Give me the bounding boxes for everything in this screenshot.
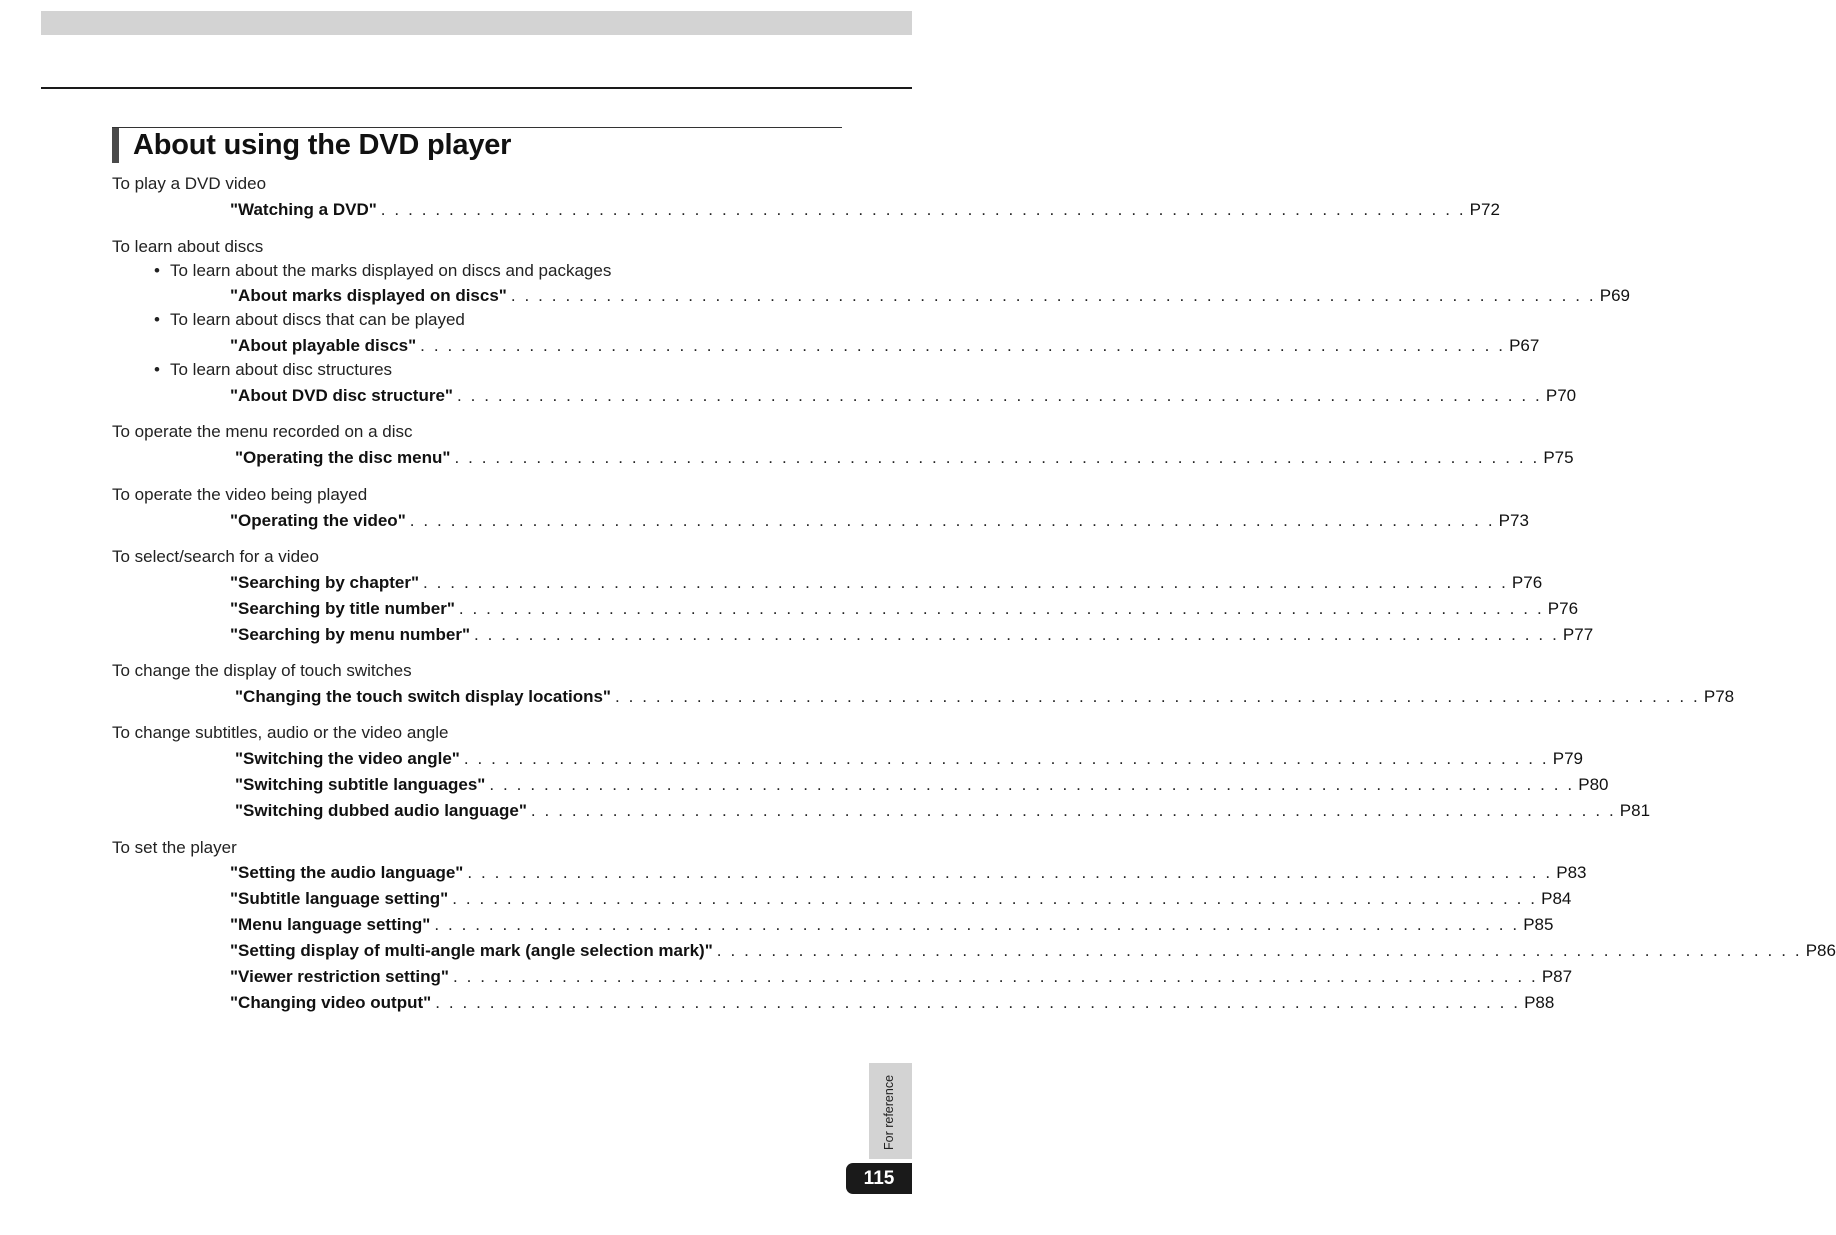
entry-page-ref: P77 [1562, 625, 1594, 644]
entry-title: "Searching by title number" [230, 599, 455, 618]
entry-title: "About playable discs" [230, 336, 417, 355]
entry-page-ref: P88 [1524, 993, 1555, 1012]
entry-page-ref: P80 [1578, 775, 1609, 794]
entry-page-ref: P67 [1509, 336, 1540, 355]
toc-entry[interactable] [230, 914, 1554, 936]
entry-title: "Operating the video" [230, 511, 406, 530]
bullet-icon: • [154, 310, 160, 329]
entry-page-ref: P86 [1805, 941, 1836, 960]
topic-text: To learn about discs that can be played [170, 310, 465, 329]
entry-page-ref: P78 [1703, 687, 1735, 706]
toc-entry[interactable] [230, 992, 1555, 1014]
section-heading: To change the display of touch switches [112, 661, 412, 680]
entry-title: "About DVD disc structure" [230, 386, 453, 405]
toc-entry[interactable] [230, 385, 1577, 407]
entry-title: "Operating the disc menu" [235, 448, 451, 467]
entry-title: "Watching a DVD" [230, 200, 377, 219]
dot-leader: . . . . . . . . . . . . . . . . . . . . . . . . . . . . . . . . . . . . . . . . . . . . . . . . . . . . . . . . . . . . . . . . . . . . . . . . . . . . . . . . [614, 687, 1700, 706]
dot-leader: . . . . . . . . . . . . . . . . . . . . . . . . . . . . . . . . . . . . . . . . . . . . . . . . . . . . . . . . . . . . . . . . . . . . . . . . . . . . . . . . [458, 599, 1544, 618]
entry-page-ref: P81 [1619, 801, 1651, 820]
section-heading: To change subtitles, audio or the video angle [112, 723, 449, 742]
entry-title: "Switching dubbed audio language" [235, 801, 527, 820]
entry-page-ref: P69 [1599, 286, 1630, 305]
section-heading: To learn about discs [112, 237, 264, 256]
toc-entry[interactable] [230, 510, 1529, 532]
entry-title: "Searching by chapter" [230, 573, 420, 592]
dot-leader: . . . . . . . . . . . . . . . . . . . . . . . . . . . . . . . . . . . . . . . . . . . . . . . . . . . . . . . . . . . . . . . . . . . . . . . . . . . . . . . . [452, 967, 1538, 986]
toc-entry[interactable] [235, 774, 1609, 796]
entry-page-ref: P76 [1511, 573, 1543, 592]
entry-title: "Menu language setting" [230, 915, 431, 934]
dot-leader: . . . . . . . . . . . . . . . . . . . . . . . . . . . . . . . . . . . . . . . . . . . . . . . . . . . . . . . . . . . . . . . . . . . . . . . . . . . . . . . . [510, 286, 1596, 305]
dot-leader: . . . . . . . . . . . . . . . . . . . . . . . . . . . . . . . . . . . . . . . . . . . . . . . . . . . . . . . . . . . . . . . . . . . . . . . . . . . . . . . . [456, 386, 1542, 405]
dot-leader: . . . . . . . . . . . . . . . . . . . . . . . . . . . . . . . . . . . . . . . . . . . . . . . . . . . . . . . . . . . . . . . . . . . . . . . . . . . . . . . . [420, 336, 1506, 355]
toc-entry[interactable] [235, 800, 1651, 822]
section-heading: To operate the video being played [112, 485, 368, 504]
section-heading: To set the player [112, 838, 237, 857]
toc-entry[interactable] [230, 598, 1579, 620]
entry-page-ref: P83 [1556, 863, 1587, 882]
entry-page-ref: P85 [1523, 915, 1554, 934]
entry-page-ref: P84 [1541, 889, 1572, 908]
dot-leader: . . . . . . . . . . . . . . . . . . . . . . . . . . . . . . . . . . . . . . . . . . . . . . . . . . . . . . . . . . . . . . . . . . . . . . . . . . . . . . . . [409, 511, 1495, 530]
entry-page-ref: P76 [1547, 599, 1579, 618]
dot-leader: . . . . . . . . . . . . . . . . . . . . . . . . . . . . . . . . . . . . . . . . . . . . . . . . . . . . . . . . . . . . . . . . . . . . . . . . . . . . . . . . [434, 915, 1520, 934]
toc-entry[interactable] [230, 199, 1500, 221]
entry-page-ref: P79 [1552, 749, 1584, 768]
entry-title: "Subtitle language setting" [230, 889, 449, 908]
entry-page-ref: P72 [1469, 200, 1500, 219]
dot-leader: . . . . . . . . . . . . . . . . . . . . . . . . . . . . . . . . . . . . . . . . . . . . . . . . . . . . . . . . . . . . . . . . . . . . . . . . . . . . . . . . [467, 863, 1553, 882]
toc-entry[interactable] [235, 748, 1584, 770]
entry-title: "Setting display of multi-angle mark (angle selection mark)" [230, 941, 713, 960]
bullet-icon: • [154, 360, 160, 379]
entry-title: "Setting the audio language" [230, 863, 464, 882]
toc-entry[interactable] [230, 285, 1630, 307]
bullet-icon: • [154, 261, 160, 280]
section-heading: To play a DVD video [112, 174, 267, 193]
dot-leader: . . . . . . . . . . . . . . . . . . . . . . . . . . . . . . . . . . . . . . . . . . . . . . . . . . . . . . . . . . . . . . . . . . . . . . . . . . . . . . . . [380, 200, 1466, 219]
dot-leader: . . . . . . . . . . . . . . . . . . . . . . . . . . . . . . . . . . . . . . . . . . . . . . . . . . . . . . . . . . . . . . . . . . . . . . . . . . . . . . . . [474, 625, 1559, 644]
dot-leader: . . . . . . . . . . . . . . . . . . . . . . . . . . . . . . . . . . . . . . . . . . . . . . . . . . . . . . . . . . . . . . . . . . . . . . . . . . . . . . . . [716, 941, 1802, 960]
entry-page-ref: P87 [1541, 967, 1573, 986]
dot-leader: . . . . . . . . . . . . . . . . . . . . . . . . . . . . . . . . . . . . . . . . . . . . . . . . . . . . . . . . . . . . . . . . . . . . . . . . . . . . . . . . [489, 775, 1575, 794]
entry-title: "Switching subtitle languages" [235, 775, 486, 794]
topic-text: To learn about disc structures [170, 360, 393, 379]
dot-leader: . . . . . . . . . . . . . . . . . . . . . . . . . . . . . . . . . . . . . . . . . . . . . . . . . . . . . . . . . . . . . . . . . . . . . . . . . . . . . . . . [435, 993, 1521, 1012]
entry-title: "Changing the touch switch display locations" [235, 687, 611, 706]
section-heading: To select/search for a video [112, 547, 319, 566]
toc-entry[interactable] [230, 572, 1543, 594]
topic-bullet [154, 261, 611, 281]
entry-title: "Switching the video angle" [235, 749, 460, 768]
section-heading: To operate the menu recorded on a disc [112, 422, 413, 441]
toc-entry[interactable] [235, 447, 1574, 469]
entry-title: "Viewer restriction setting" [230, 967, 449, 986]
toc-entry[interactable] [235, 686, 1735, 708]
entry-page-ref: P70 [1545, 386, 1577, 405]
dot-leader: . . . . . . . . . . . . . . . . . . . . . . . . . . . . . . . . . . . . . . . . . . . . . . . . . . . . . . . . . . . . . . . . . . . . . . . . . . . . . . . . [452, 889, 1538, 908]
topic-bullet [154, 310, 465, 330]
section-tab-label: For reference [882, 1074, 896, 1150]
page-title: About using the DVD player [133, 129, 512, 161]
entry-page-ref: P75 [1543, 448, 1574, 467]
dot-leader: . . . . . . . . . . . . . . . . . . . . . . . . . . . . . . . . . . . . . . . . . . . . . . . . . . . . . . . . . . . . . . . . . . . . . . . . . . . . . . . . [463, 749, 1549, 768]
toc-entry[interactable] [230, 888, 1572, 910]
entry-title: "Changing video output" [230, 993, 432, 1012]
toc-entry[interactable] [230, 624, 1594, 646]
toc-entry[interactable] [230, 966, 1573, 988]
entry-title: "About marks displayed on discs" [230, 286, 507, 305]
topic-text: To learn about the marks displayed on discs and packages [170, 261, 612, 280]
topic-bullet [154, 360, 392, 380]
toc-entry[interactable] [230, 862, 1587, 884]
entry-title: "Searching by menu number" [230, 625, 471, 644]
page-number: 115 [846, 1163, 912, 1194]
dot-leader: . . . . . . . . . . . . . . . . . . . . . . . . . . . . . . . . . . . . . . . . . . . . . . . . . . . . . . . . . . . . . . . . . . . . . . . . . . . . . . . . [423, 573, 1508, 592]
toc-entry[interactable] [230, 335, 1540, 357]
entry-page-ref: P73 [1498, 511, 1529, 530]
toc-entry[interactable] [230, 940, 1836, 962]
dot-leader: . . . . . . . . . . . . . . . . . . . . . . . . . . . . . . . . . . . . . . . . . . . . . . . . . . . . . . . . . . . . . . . . . . . . . . . . . . . . . . . . [454, 448, 1540, 467]
dot-leader: . . . . . . . . . . . . . . . . . . . . . . . . . . . . . . . . . . . . . . . . . . . . . . . . . . . . . . . . . . . . . . . . . . . . . . . . . . . . . . . . [530, 801, 1616, 820]
